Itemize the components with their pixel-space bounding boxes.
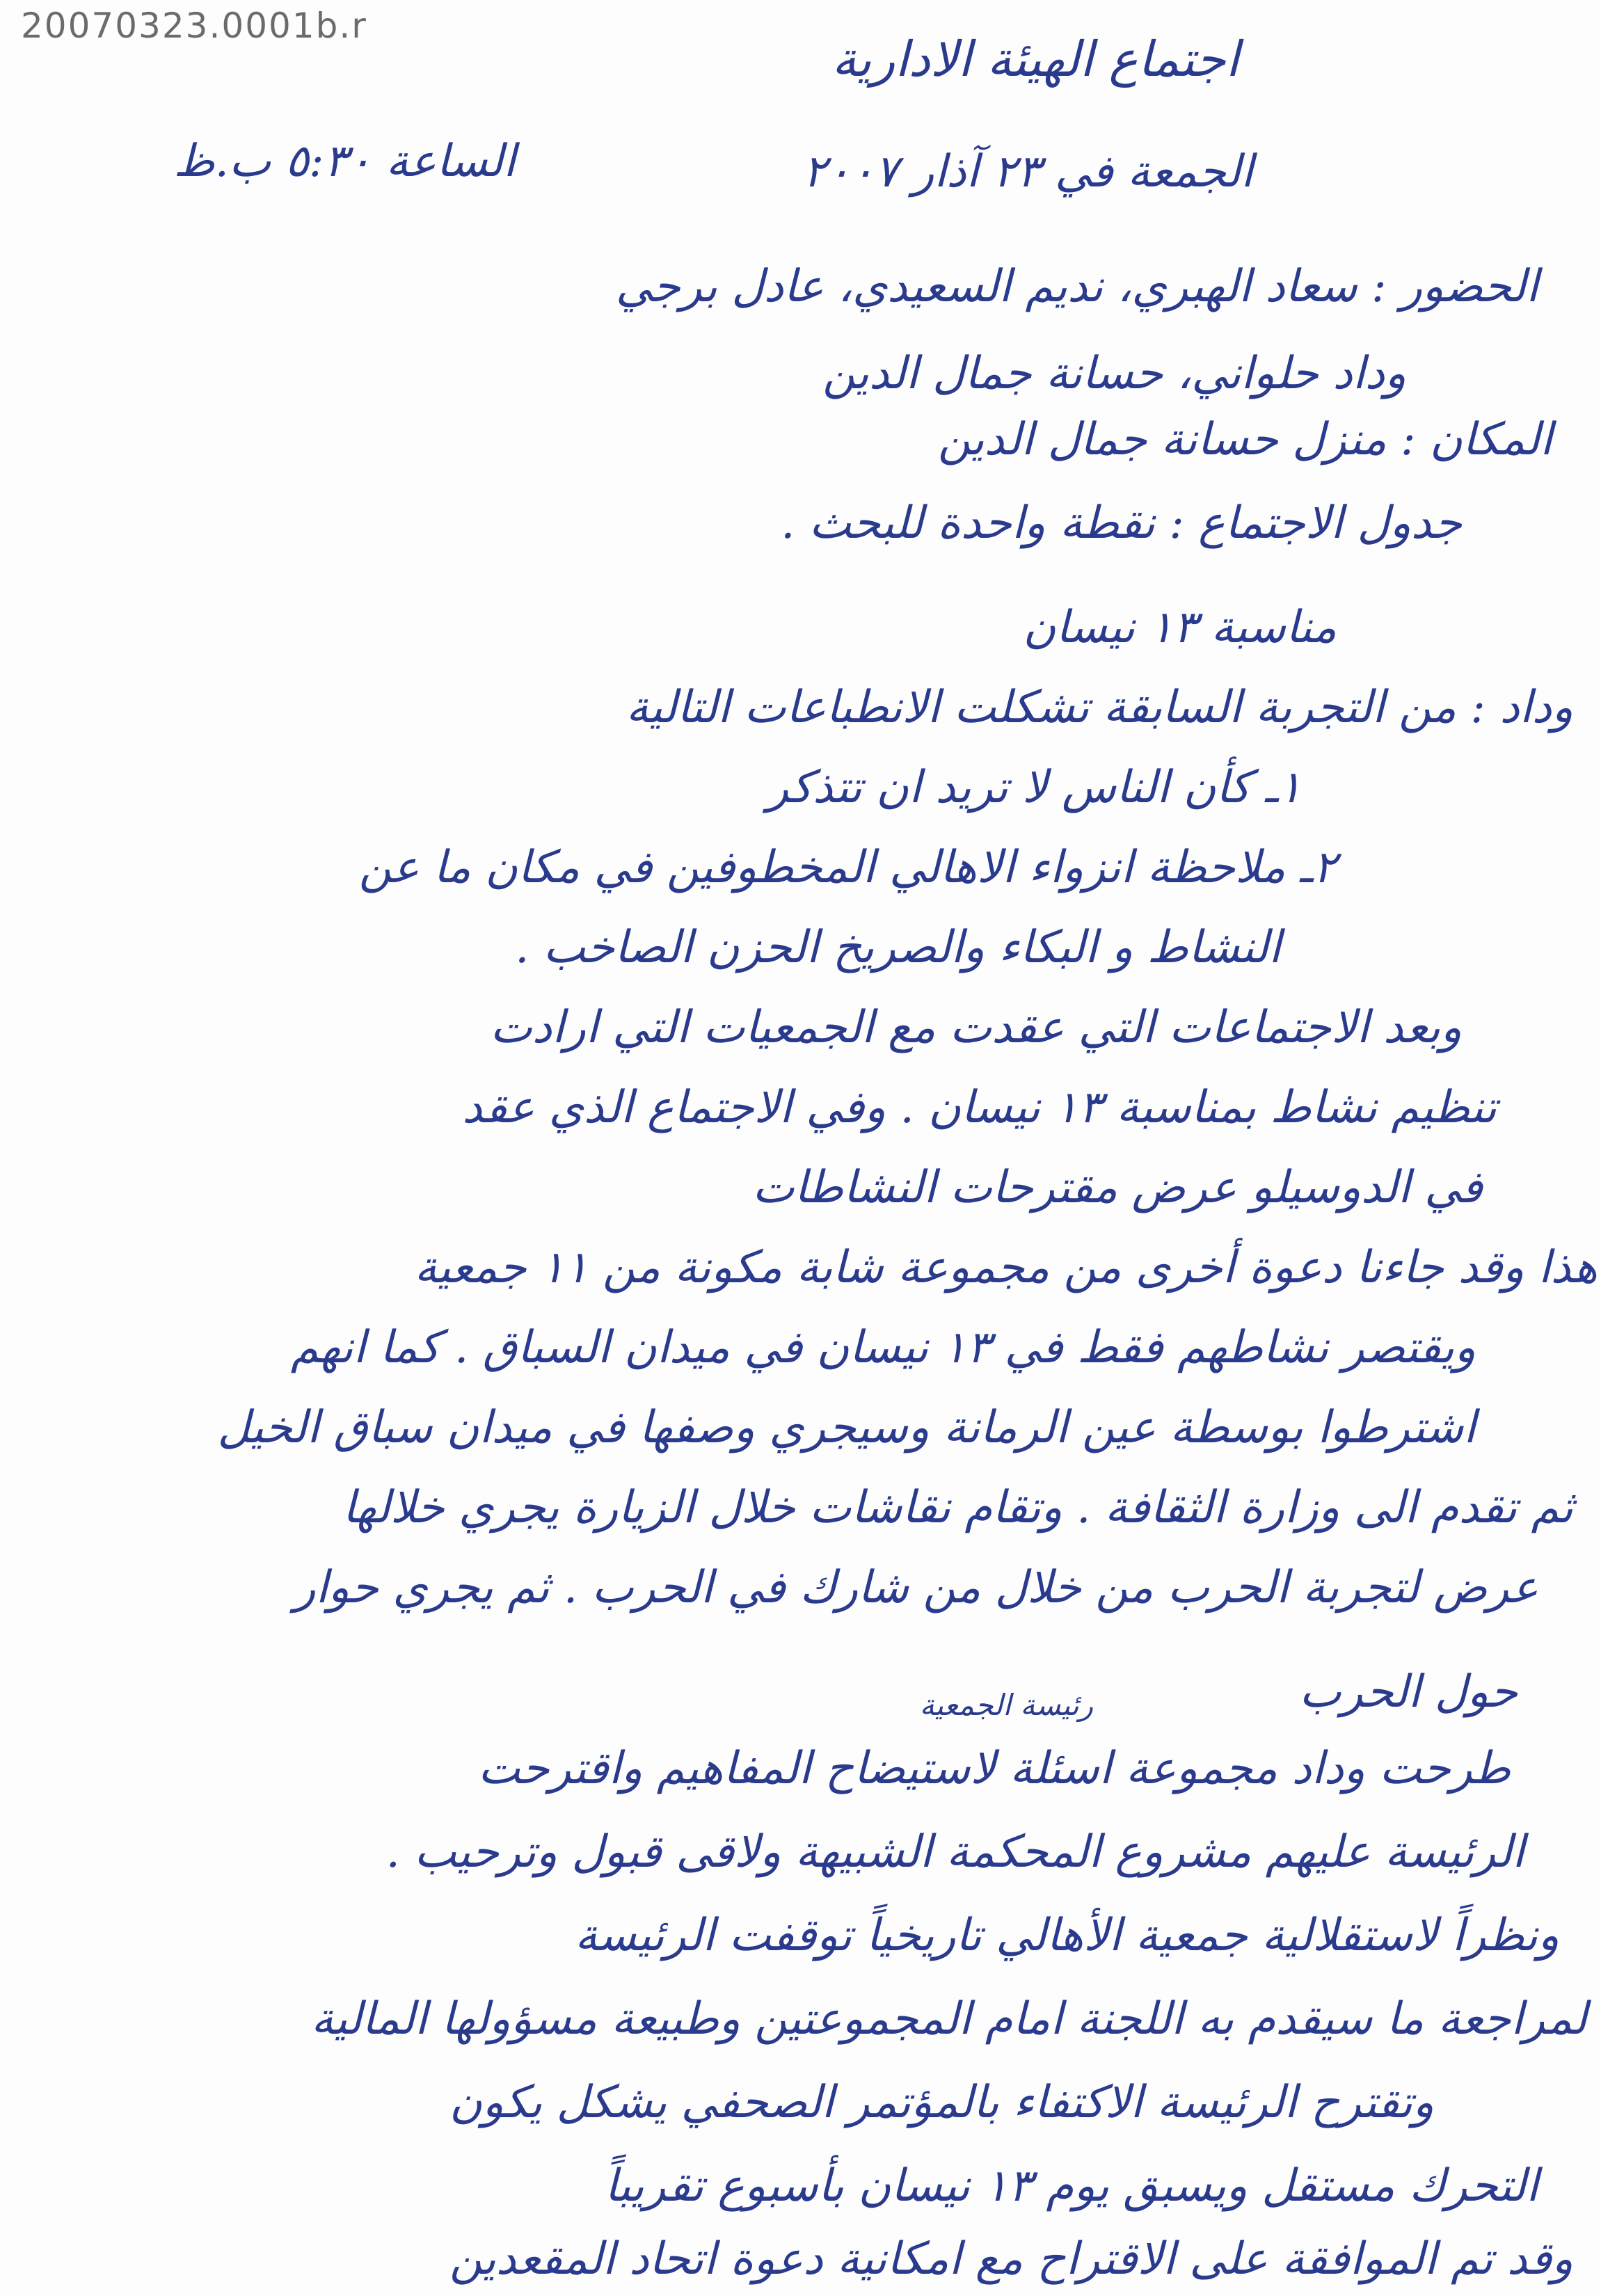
body-line: وداد : من التجربة السابقة تشكلت الانطباعات التالية <box>626 682 1573 733</box>
meeting-time: الساعة ٥:٣٠ ب.ظ <box>173 136 516 187</box>
body-line: ويقتصر نشاطهم فقط في ١٣ نيسان في ميدان السباق . كما انهم <box>290 1322 1476 1373</box>
body-line: وقد تم الموافقة على الاقتراح مع امكانية دعوة اتحاد المقعدين <box>449 2233 1573 2285</box>
body-line: عرض لتجربة الحرب من خلال من شارك في الحرب . ثم يجري حوار <box>294 1562 1538 1613</box>
document-title: اجتماع الهيئة الادارية <box>831 31 1239 88</box>
body-line: التحرك مستقل ويسبق يوم ١٣ نيسان بأسبوع تقريباً <box>605 2160 1538 2212</box>
body-line: ٢ـ ملاحظة انزواء الاهالي المخطوفين في مكان ما عن <box>358 842 1337 893</box>
inserted-note: رئيسة الجمعية <box>919 1688 1093 1722</box>
body-line: هذا وقد جاءنا دعوة أخرى من مجموعة شابة مكونة من ١١ جمعية <box>414 1242 1598 1293</box>
body-line: وبعد الاجتماعات التي عقدت مع الجمعيات التي ارادت <box>490 1002 1462 1053</box>
body-line: ١ـ كأن الناس لا تريد ان تتذكر <box>767 762 1302 813</box>
body-line: الرئيسة عليهم مشروع المحكمة الشبيهة ولاقى قبول وترحيب . <box>385 1826 1524 1878</box>
occasion-heading: مناسبة ١٣ نيسان <box>1023 602 1337 653</box>
body-line: حول الحرب <box>1299 1666 1518 1718</box>
body-line: طرحت وداد مجموعة اسئلة لاستيضاح المفاهيم واقترحت <box>478 1743 1511 1794</box>
body-line: ثم تقدم الى وزارة الثقافة . وتقام نقاشات خلال الزيارة يجري خلالها <box>342 1482 1573 1533</box>
attendance-line-2: وداد حلواني، حسانة جمال الدين <box>822 348 1406 399</box>
meeting-place: المكان : منزل حسانة جمال الدين <box>937 414 1552 465</box>
agenda: جدول الاجتماع : نقطة واحدة للبحث . <box>781 497 1462 549</box>
body-line: اشترطوا بوسطة عين الرمانة وسيجري وصفها في ميدان سباق الخيل <box>217 1402 1476 1453</box>
attendance-line-1: الحضور : سعاد الهبري، نديم السعيدي، عادل برجي <box>615 261 1538 312</box>
body-line: وتقترح الرئيسة الاكتفاء بالمؤتمر الصحفي يشكل يكون <box>449 2077 1434 2128</box>
body-line: النشاط و البكاء والصريخ الحزن الصاخب . <box>515 922 1281 973</box>
body-line: ونظراً لاستقلالية جمعية الأهالي تاريخياً توقفت الرئيسة <box>575 1910 1559 1961</box>
body-line: تنظيم نشاط بمناسبة ١٣ نيسان . وفي الاجتماع الذي عقد <box>462 1082 1497 1133</box>
body-line: لمراجعة ما سيقدم به اللجنة امام المجموعتين وطبيعة مسؤولها المالية <box>310 1993 1587 2045</box>
body-line: في الدوسيلو عرض مقترحات النشاطات <box>752 1162 1483 1213</box>
file-id-stamp: 20070323.0001b.r <box>21 6 367 46</box>
meeting-date: الجمعة في ٢٣ آذار ٢٠٠٧ <box>802 146 1253 198</box>
